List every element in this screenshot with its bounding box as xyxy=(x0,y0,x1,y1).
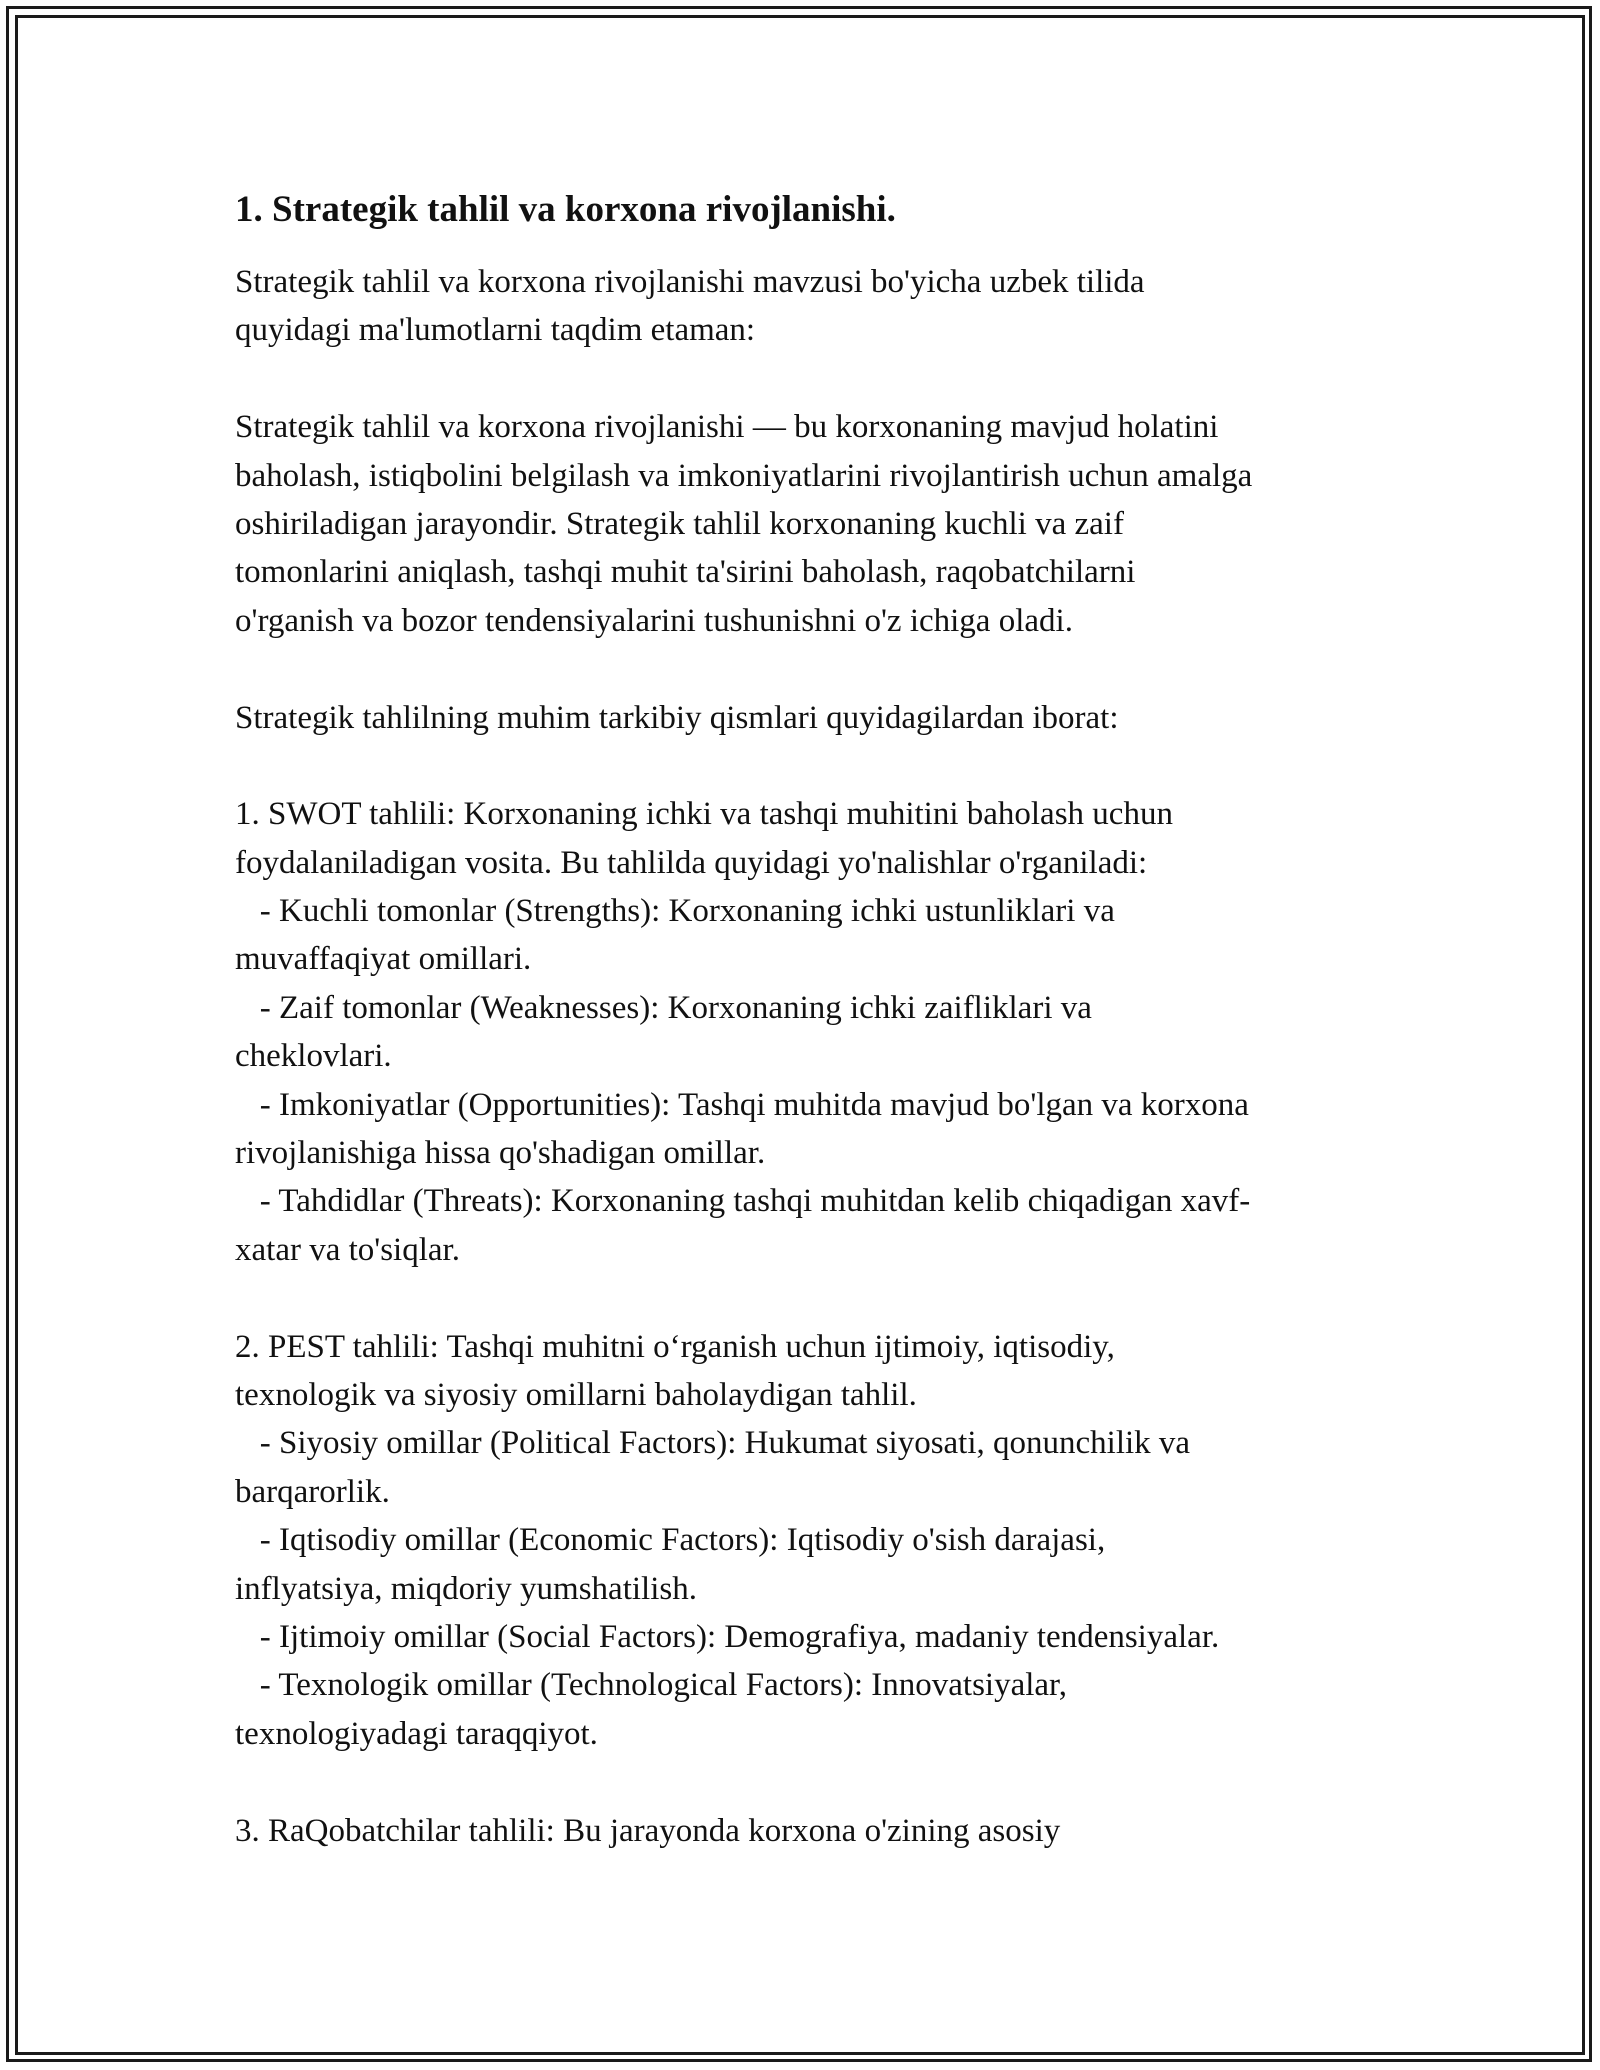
text-line: rivojlanishiga hissa qo'shadigan omillar. xyxy=(235,1135,766,1172)
text-line: 3. RaQobatchilar tahlili: Bu jarayonda korxona o'zining asosiy xyxy=(235,1812,1061,1849)
text-line: - Ijtimoiy omillar (Social Factors): Demografiya, madaniy tendensiyalar. xyxy=(235,1618,1220,1655)
blank-line xyxy=(235,355,1385,403)
text-line: - Imkoniyatlar (Opportunities): Tashqi muhitda mavjud bo'lgan va korxona xyxy=(235,1086,1249,1123)
blank-line xyxy=(235,645,1385,693)
text-line: quyidagi ma'lumotlarni taqdim etaman: xyxy=(235,312,756,349)
text-line: cheklovlari. xyxy=(235,1038,392,1075)
blank-line xyxy=(235,742,1385,790)
text-line: - Zaif tomonlar (Weaknesses): Korxonaning ichki zaifliklari va xyxy=(235,989,1092,1026)
text-line: Strategik tahlil va korxona rivojlanishi mavzusi bo'yicha uzbek tilida xyxy=(235,264,1145,300)
text-line: texnologik va siyosiy omillarni baholaydigan tahlil. xyxy=(235,1376,917,1413)
text-line: o'rganish va bozor tendensiyalarini tushunishni o'z ichiga oladi. xyxy=(235,602,1073,639)
document-text xyxy=(235,258,1385,1855)
text-line: - Tahdidlar (Threats): Korxonaning tashqi muhitdan kelib chiqadigan xavf- xyxy=(235,1183,1251,1220)
document-title: 1. Strategik tahlil va korxona rivojlanishi. xyxy=(235,189,896,230)
text-line: oshiriladigan jarayondir. Strategik tahlil korxonaning kuchli va zaif xyxy=(235,505,1124,542)
text-line: - Kuchli tomonlar (Strengths): Korxonaning ichki ustunliklari va xyxy=(235,893,1115,930)
text-line: texnologiyadagi taraqqiyot. xyxy=(235,1715,598,1752)
text-line: foydalaniladigan vosita. Bu tahlilda quyidagi yo'nalishlar o'rganiladi: xyxy=(235,844,1148,881)
text-line: 1. SWOT tahlili: Korxonaning ichki va tashqi muhitini baholash uchun xyxy=(235,796,1173,833)
text-line: - Texnologik omillar (Technological Factors): Innovatsiyalar, xyxy=(235,1667,1067,1704)
text-line: 2. PEST tahlili: Tashqi muhitni o‘rganish uchun ijtimoiy, iqtisodiy, xyxy=(235,1328,1115,1365)
text-line: Strategik tahlil va korxona rivojlanishi — bu korxonaning mavjud holatini xyxy=(235,409,1219,446)
text-line: xatar va to'siqlar. xyxy=(235,1231,460,1268)
text-line: baholash, istiqbolini belgilash va imkoniyatlarini rivojlantirish uchun amalga xyxy=(235,457,1253,494)
document-body xyxy=(235,186,1385,1855)
text-line: inflyatsiya, miqdoriy yumshatilish. xyxy=(235,1570,697,1607)
text-line: tomonlarini aniqlash, tashqi muhit ta'sirini baholash, raqobatchilarni xyxy=(235,554,1136,591)
text-line: Strategik tahlilning muhim tarkibiy qismlari quyidagilardan iborat: xyxy=(235,699,1119,736)
blank-line xyxy=(235,1758,1385,1806)
text-line: - Siyosiy omillar (Political Factors): Hukumat siyosati, qonunchilik va xyxy=(235,1425,1191,1462)
text-line: - Iqtisodiy omillar (Economic Factors): Iqtisodiy o'sish darajasi, xyxy=(235,1522,1106,1559)
text-line: muvaffaqiyat omillari. xyxy=(235,941,532,978)
blank-line xyxy=(235,1274,1385,1322)
text-line: barqarorlik. xyxy=(235,1473,390,1510)
